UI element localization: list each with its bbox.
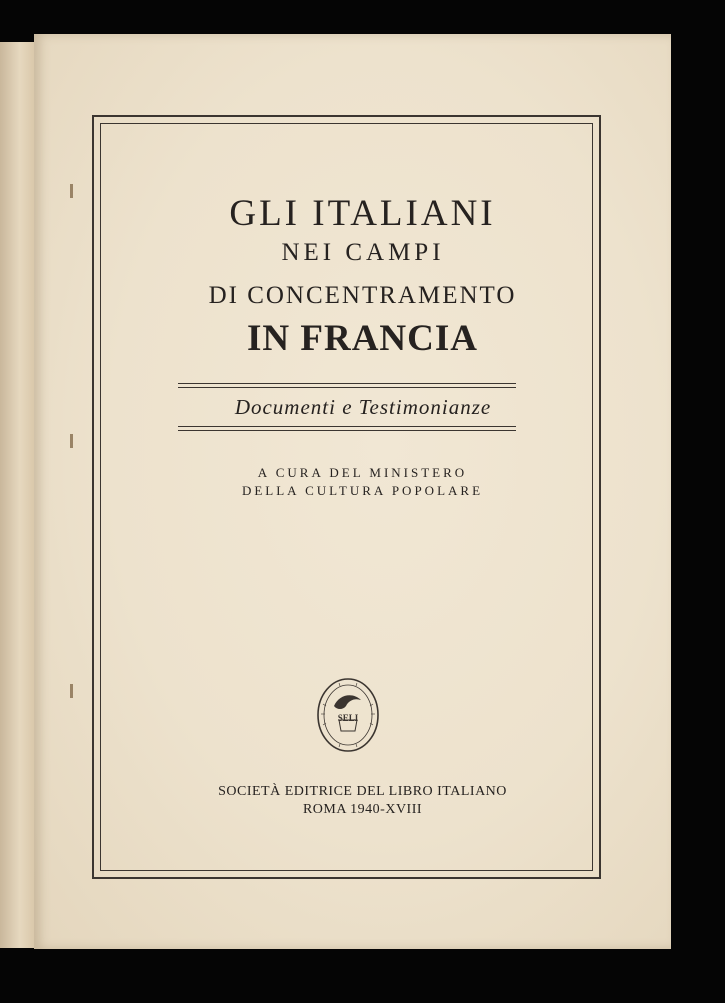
book-title-line-4: IN FRANCIA	[247, 318, 478, 359]
book-subtitle: Documenti e Testimonianze	[234, 395, 492, 419]
seal-monogram: SELI	[337, 713, 359, 723]
binding-stitch	[70, 434, 73, 448]
subtitle-rule-top-inner	[178, 387, 516, 388]
book-title-line-3: DI CONCENTRAMENTO	[208, 282, 517, 309]
publication-place-date: ROMA 1940-XVIII	[302, 802, 423, 817]
editor-line-1: A CURA DEL MINISTERO	[257, 465, 468, 480]
editor-line-2: DELLA CULTURA POPOLARE	[241, 483, 484, 498]
publisher-name: SOCIETÀ EDITRICE DEL LIBRO ITALIANO	[218, 784, 507, 799]
subtitle-rule-top	[178, 383, 516, 384]
subtitle-rule-bottom	[178, 426, 516, 427]
subtitle-rule-bottom-inner	[178, 430, 516, 431]
seli-seal-icon	[309, 676, 387, 754]
binding-stitch	[70, 684, 73, 698]
book-title-line-2: NEI CAMPI	[281, 239, 445, 266]
book-title-line-1: GLI ITALIANI	[229, 193, 496, 234]
